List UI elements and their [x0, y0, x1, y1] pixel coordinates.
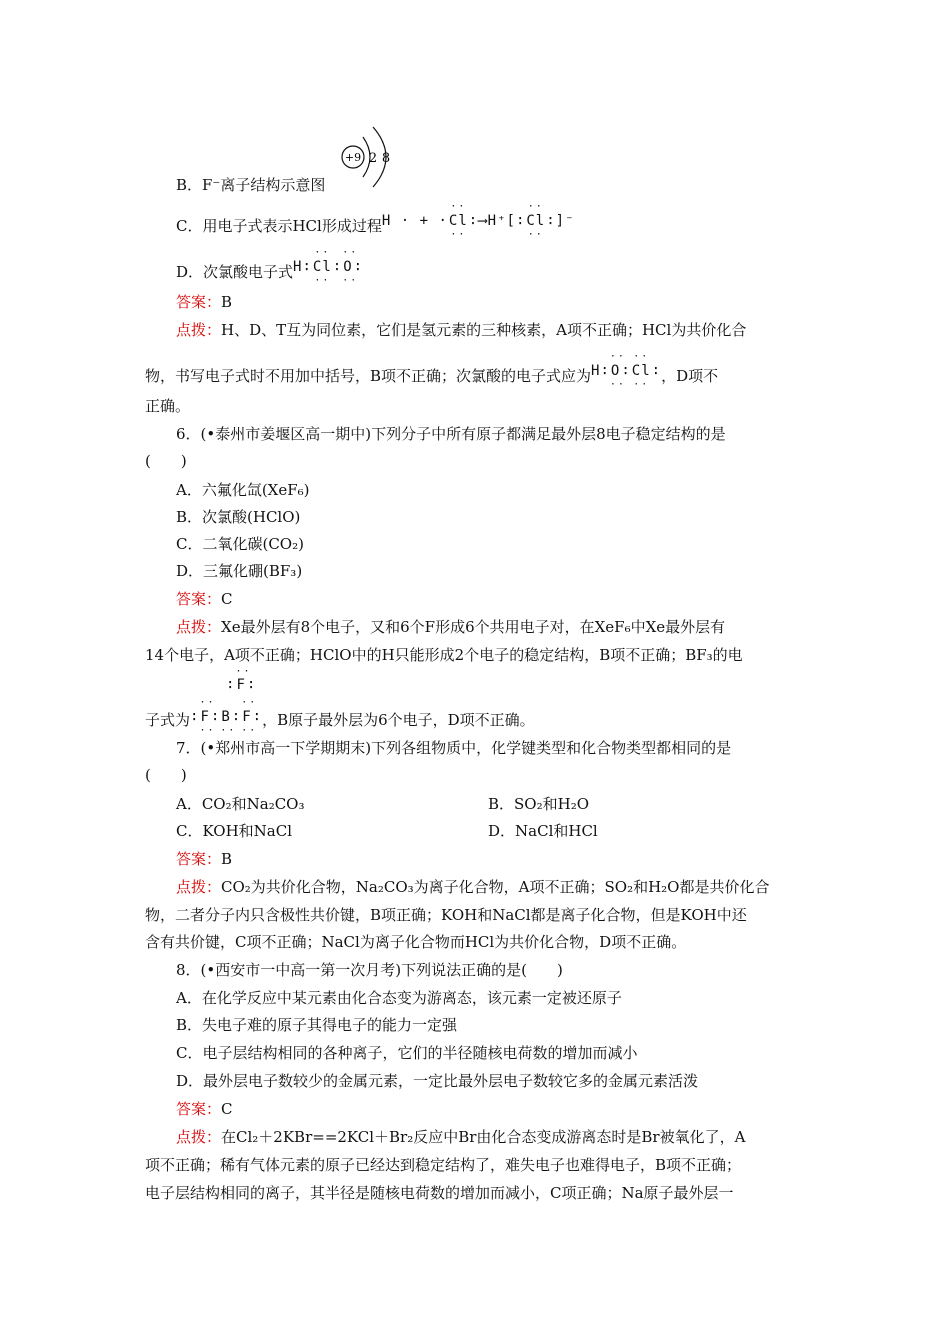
q8-option-a: A．在化学反应中某元素由化合态变为游离态，该元素一定被还原子 — [176, 989, 622, 1007]
q7-answer: 答案：B — [176, 850, 233, 868]
nucleus-charge: +9 — [344, 151, 362, 164]
q5-option-b: B．F⁻离子结构示意图 — [176, 176, 326, 194]
hclo-correct-formula: H∶ ·· O ·· ∶ ·· Cl ·· ∶ — [591, 351, 662, 390]
q5-option-c — [176, 201, 575, 240]
q5-option-d-label: D．次氯酸电子式 — [176, 263, 294, 281]
q7-stem-bracket: ( ) — [145, 766, 187, 784]
q7-hint-line-3: 含有共价键，C项不正确；NaCl为离子化合物而HCl为共价化合物，D项不正确。 — [145, 933, 687, 951]
q5-hint-line-2: 物，书写电子式时不用加中括号，B项不正确；次氯酸的电子式应为H∶ ·· O ·· ∶ ·· Cl ·· ∶，D项不 — [145, 351, 719, 390]
q7-option-b: B．SO₂和H₂O — [488, 795, 590, 813]
hclo-wrong-formula: H∶ ·· Cl ·· ∶ ·· O ·· ∶ — [293, 247, 364, 286]
q5-hint-line-1: 点拨：H、D、T互为同位素，它们是氢元素的三种核素，A项不正确；HCl为共价化合 — [176, 321, 747, 339]
q6-hint-line-1: 点拨：Xe最外层有8个电子，又和6个F形成6个共用电子对，在XeF₆中Xe最外层有 — [176, 618, 726, 636]
q6-answer: 答案：C — [176, 590, 233, 608]
q5-answer: 答案：B — [176, 293, 233, 311]
q8-answer: 答案：C — [176, 1100, 233, 1118]
q6-option-a: A．六氟化氙(XeF₆) — [176, 481, 310, 499]
q7-hint-line-1: 点拨：CO₂为共价化合物，Na₂CO₃为离子化合物，A项不正确；SO₂和H₂O都是共价化合 — [176, 878, 770, 896]
fluoride-ion-structure-diagram — [333, 125, 403, 195]
shell-1-count: 2 — [368, 151, 378, 166]
q5-option-c-label: C．用电子式表示HCl形成过程 — [176, 217, 382, 235]
q7-option-a: A．CO₂和Na₂CO₃ — [176, 795, 305, 813]
q8-hint-line-3: 电子层结构相同的离子，其半径是随核电荷数的增加而减小，C项正确；Na原子最外层一 — [145, 1184, 734, 1202]
q8-hint-line-1: 点拨：在Cl₂＋2KBr==2KCl＋Br₂反应中Br由化合态变成游离态时是Br被氧化了，A — [176, 1128, 746, 1146]
q8-stem: 8．(•西安市一中高一第一次月考)下列说法正确的是( ) — [176, 961, 563, 979]
hcl-formation-formula: H · + · ·· Cl ·· ∶⟶H⁺[∶ ·· Cl ·· ∶]⁻ — [381, 201, 575, 240]
q6-hint-line-3: 子式为∶ ·· F ·· ∶ ·· B∶ ·· F ·· ∶，B原子最外层为6个电子，D项不正确。 — [145, 697, 535, 736]
q5-hint-line-3: 正确。 — [145, 397, 191, 415]
shell-2-count: 8 — [381, 151, 391, 166]
q6-option-c: C．二氧化碳(CO₂) — [176, 535, 304, 553]
q8-option-d: D．最外层电子数较少的金属元素，一定比最外层电子数较它多的金属元素活泼 — [176, 1072, 699, 1090]
q7-option-d: D．NaCl和HCl — [488, 822, 598, 840]
q6-hint-line-2: 14个电子，A项不正确；HClO中的H只能形成2个电子的稳定结构，B项不正确；BF₃的电 — [145, 646, 743, 664]
bf3-formula-top: ∶ ·· F∶ — [226, 666, 257, 693]
q7-hint-line-2: 物，二者分子内只含极性共价键，B项正确；KOH和NaCl都是离子化合物，但是KOH中还 — [145, 906, 747, 924]
q8-option-b: B．失电子难的原子其得电子的能力一定强 — [176, 1016, 458, 1034]
q6-stem-bracket: ( ) — [145, 452, 187, 470]
q8-hint-line-2: 项不正确；稀有气体元素的原子已经达到稳定结构了，难失电子也难得电子，B项不正确； — [145, 1156, 742, 1174]
q6-option-b: B．次氯酸(HClO) — [176, 508, 301, 526]
q7-option-c: C．KOH和NaCl — [176, 822, 293, 840]
q6-stem: 6．(•泰州市姜堰区高一期中)下列分子中所有原子都满足最外层8电子稳定结构的是 — [176, 425, 726, 443]
q7-stem: 7．(•郑州市高一下学期期末)下列各组物质中，化学键类型和化合物类型都相同的是 — [176, 739, 732, 757]
bf3-formula-row: ∶ ·· F ·· ∶ ·· B∶ ·· F ·· ∶ — [190, 697, 263, 736]
q5-option-d — [176, 247, 364, 286]
q8-option-c: C．电子层结构相同的各种离子，它们的半径随核电荷数的增加而减小 — [176, 1044, 638, 1062]
q6-option-d: D．三氟化硼(BF₃) — [176, 562, 303, 580]
